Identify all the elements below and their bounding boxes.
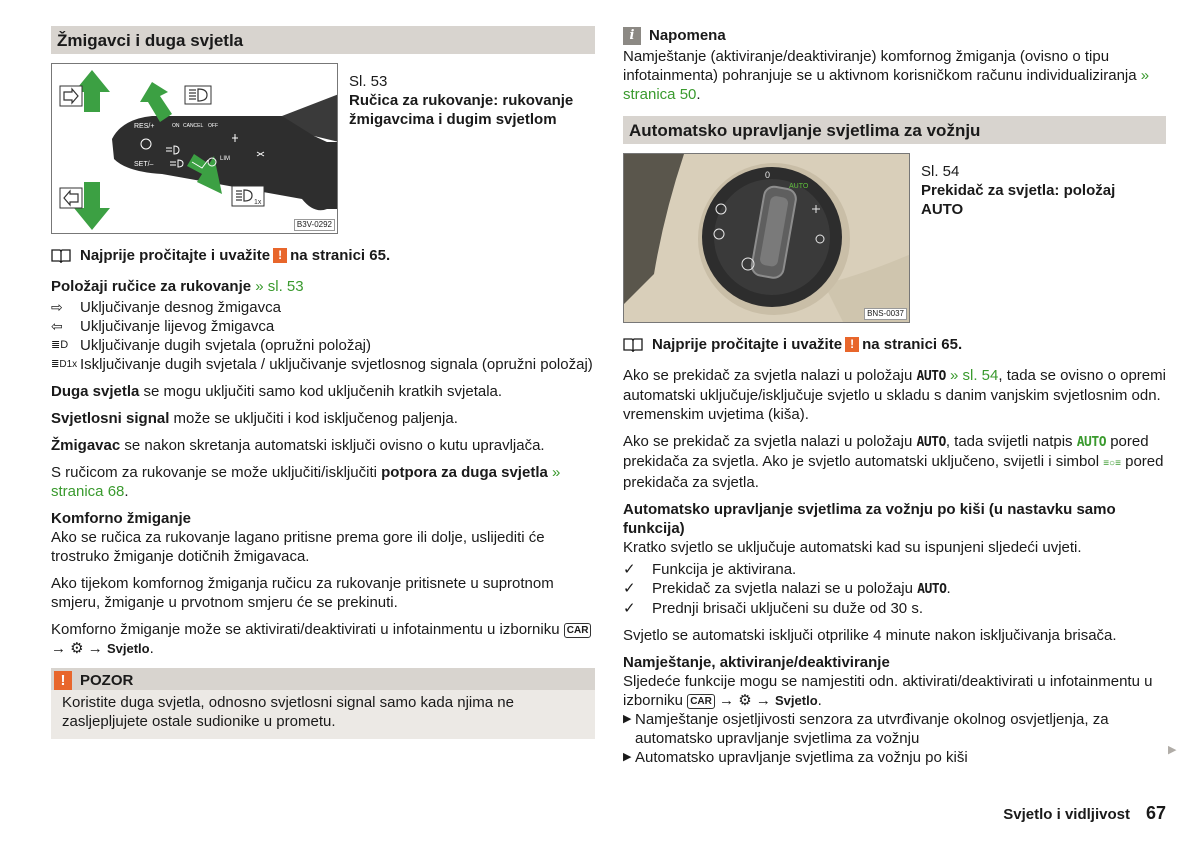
auto-symbol: AUTO [916,369,946,384]
paragraph-text: se mogu uključiti samo kod uključenih kratkih svjetala. [143,383,503,400]
page-number: 67 [1145,803,1166,823]
paragraph-text: Ako se prekidač za svjetla nalazi u položaju [623,367,913,384]
paragraph-high-beam-assist [51,463,595,501]
list-item [623,560,1166,579]
list-item [51,355,595,374]
paragraph-text: S ručicom za rukovanje se može uključiti/isključiti [51,464,377,481]
figure-53-image [51,63,338,234]
info-icon: i [623,27,641,45]
left-turn-icon: ⇦ [51,318,63,334]
setup-heading: Namještanje, aktiviranje/deaktiviranje [623,654,890,671]
list-item [623,748,1166,767]
rain-end-paragraph: Svjetlo se automatski isključi otprilike 4 minute nakon isključivanja brisača. [623,627,1117,644]
continue-arrow-icon: ▶ [1168,744,1177,756]
figure-caption: Ručica za rukovanje: rukovanje žmigavcima i dugim svjetlom [349,92,574,128]
paragraph-text: se nakon skretanja automatski isključi ovisno o kutu upravljača. [124,437,545,454]
section-title-turn-signals: Žmigavci i duga svjetla [51,26,595,54]
menu-target: Svjetlo [775,693,818,708]
chapter-title: Svjetlo i vidljivost [1003,806,1130,823]
punctuation: . [124,483,129,500]
figure-ref-link[interactable]: » sl. 53 [255,278,304,295]
figure-number: Sl. 53 [349,73,388,90]
list-item-text: Uključivanje lijevog žmigavca [80,318,275,335]
auto-symbol: AUTO [917,582,947,597]
section-title-auto-lights: Automatsko upravljanje svjetlima za vožnju [623,116,1166,144]
book-icon [623,338,643,352]
comfort-paragraph-3 [51,620,595,658]
warning-icon: ! [273,248,287,263]
svg-text:OFF: OFF [208,123,218,129]
low-beam-indicator-icon: ≡○≡ [1103,458,1121,469]
light-switch-illustration [624,154,910,323]
figure-54-image [623,153,910,323]
paragraph-text: Sljedeće funkcije mogu se namjestiti odn. aktivirati/deaktivirati u infotainmentu u izborniku [623,673,1153,709]
svg-text:0: 0 [765,170,771,180]
flash-signal-icon: ≣D1x [51,359,78,370]
checkmark-icon: ✓ [623,561,636,578]
rain-heading: Automatsko upravljanje svjetlima za vožnju po kiši (u nastavku samo funkcija) [623,501,1116,537]
auto-indicator-symbol: AUTO [1076,435,1107,450]
figure-caption: Prekidač za svjetla: položaj AUTO [921,182,1116,218]
svg-text:ON: ON [172,123,180,129]
list-item [623,710,1166,748]
note-text [623,47,1166,104]
svg-text:CANCEL: CANCEL [183,123,204,129]
svg-text:SET/–: SET/– [134,161,154,168]
positions-list [51,298,595,374]
high-beam-icon: ≣D [51,339,69,351]
warning-icon: ! [54,671,72,690]
paragraph-text: , tada se ovisno o opremi automatski uključuje/isključuje svjetlo u skladu s danim vanjskim svjetlosnim odn. vremenskim uvjetima (kiša). [623,367,1166,423]
figure-54 [623,153,1166,323]
figure-53 [51,63,595,234]
list-item [623,579,1166,599]
read-first-notice [51,246,595,265]
term-flash-signal: Svjetlosni signal [51,410,170,427]
arrow-icon: → [87,640,103,657]
positions-title: Položaji ručice za rukovanje [51,278,252,295]
conditions-list [623,560,1166,618]
page-ref-link[interactable]: » stranica 68 [51,464,561,500]
auto-paragraph-2 [623,432,1166,492]
note-header [623,26,1166,45]
setup-text [623,672,1166,710]
page-ref-link[interactable]: » stranica 50 [623,67,1150,103]
paragraph-text: može se uključiti i kod isključenog paljenja. [173,410,458,427]
read-first-suffix: na stranici 65. [862,336,963,353]
warning-icon: ! [845,337,859,352]
svg-text:RES/+: RES/+ [134,123,155,130]
warning-text: Koristite duga svjetla, odnosno svjetlosni signal samo kada njima ne zasljepljujete ostale sudionike u prometu. [62,694,514,730]
warning-box-header [51,668,595,690]
paragraph-high-beam [51,382,595,401]
list-item-text: Prekidač za svjetla nalazi se u položaju [652,580,913,597]
punctuation: . [149,640,154,657]
right-column [623,26,1166,767]
auto-symbol: AUTO [916,435,946,450]
auto-label: AUTO [789,183,809,190]
term-turn-signal: Žmigavac [51,437,121,454]
car-menu-icon: CAR [564,623,592,638]
comfort-paragraph-2: Ako tijekom komfornog žmiganja ručicu za rukovanje pritisnete u suprotnom smjeru, žmiganje u prvotnom smjeru će se prekinuti. [51,575,554,611]
figure-ref-link[interactable]: » sl. 54 [950,367,999,384]
auto-paragraph-1 [623,366,1166,424]
warning-box [51,668,595,739]
menu-target: Svjetlo [106,641,150,656]
punctuation: . [946,580,951,597]
paragraph-turn-signal [51,436,595,455]
list-item [51,298,595,317]
checkmark-icon: ✓ [623,600,636,617]
figure-code: B3V-0292 [294,219,335,231]
figure-53-caption-block [338,63,583,234]
book-icon [51,249,71,263]
settings-gear-icon: ⚙ [738,692,752,709]
list-item-text: Automatsko upravljanje svjetlima za vožnju po kiši [635,749,968,766]
arrow-icon: → [51,640,66,657]
figure-number: Sl. 54 [921,163,960,180]
setup-list [623,710,1166,767]
list-item [51,336,595,355]
svg-text:1x: 1x [254,199,262,206]
left-column [51,26,595,739]
read-first-prefix: Najprije pročitajte i uvažite [80,247,271,264]
list-item-text: Uključivanje desnog žmigavca [80,299,281,316]
paragraph-text: Namještanje (aktiviranje/deaktiviranje) komfornog žmiganja (ovisno o tipu infotainmenta) pohranjuje se u aktivnom korisničkom računu individualiziranja [623,48,1137,84]
list-item-text: Uključivanje dugih svjetala (opružni položaj) [80,337,371,354]
paragraph-flash-signal [51,409,595,428]
paragraph-text: , tada svijetli natpis [945,433,1073,450]
turn-signal-lever-illustration [52,64,338,234]
rain-intro: Kratko svjetlo se uključuje automatski kad su ispunjeni sljedeći uvjeti. [623,539,1082,556]
punctuation: . [817,692,822,709]
list-item-text: Funkcija je aktivirana. [652,561,797,578]
comfort-heading: Komforno žmiganje [51,510,192,527]
positions-heading [51,277,595,296]
read-first-suffix: na stranici 65. [290,247,391,264]
figure-code: BNS-0037 [864,308,907,320]
punctuation: . [696,86,701,103]
paragraph-text: Komforno žmiganje može se aktivirati/deaktivirati u infotainmentu u izborniku [51,621,560,638]
list-item-text: Isključivanje dugih svjetala / uključivanje svjetlosnog signala (opružni položaj) [80,356,593,373]
warning-title: POZOR [80,672,134,689]
paragraph-text: pored prekidača za svjetla. Ako je svjetlo automatski uključeno, svijetli i simbol [623,433,1149,470]
list-item-text: Namještanje osjetljivosti senzora za utvrđivanje okolnog osvjetljenja, za automatsko upravljanje svjetlima za vožnju [635,711,1109,747]
car-menu-icon: CAR [687,694,715,709]
paragraph-text: Ako se prekidač za svjetla nalazi u položaju [623,433,913,450]
arrow-icon: → [719,692,735,709]
checkmark-icon: ✓ [623,580,636,597]
comfort-paragraph-1: Ako se ručica za rukovanje lagano pritisne prema gore ili dolje, uslijediti će trostruko žmiganje dotičnih žmigavaca. [51,529,545,565]
svg-text:LIM: LIM [220,156,231,162]
arrow-icon: → [755,692,771,709]
list-item [51,317,595,336]
settings-gear-icon: ⚙ [70,640,84,657]
right-turn-icon: ⇨ [51,299,63,315]
read-first-prefix: Najprije pročitajte i uvažite [652,336,843,353]
page-footer [1003,804,1166,824]
bullet-triangle-icon: ▶ [623,713,632,725]
list-item-text: Prednji brisači uključeni su duže od 30 s. [652,600,923,617]
list-item [623,599,1166,618]
figure-54-caption-block [910,153,1155,323]
term-high-beam: Duga svjetla [51,383,140,400]
bullet-triangle-icon: ▶ [623,751,632,763]
read-first-notice [623,335,1166,354]
paragraph-text: pored prekidača za svjetla. [623,453,1164,491]
note-title: Napomena [649,27,726,44]
term-high-beam-assist: potpora za duga svjetla [381,464,548,481]
